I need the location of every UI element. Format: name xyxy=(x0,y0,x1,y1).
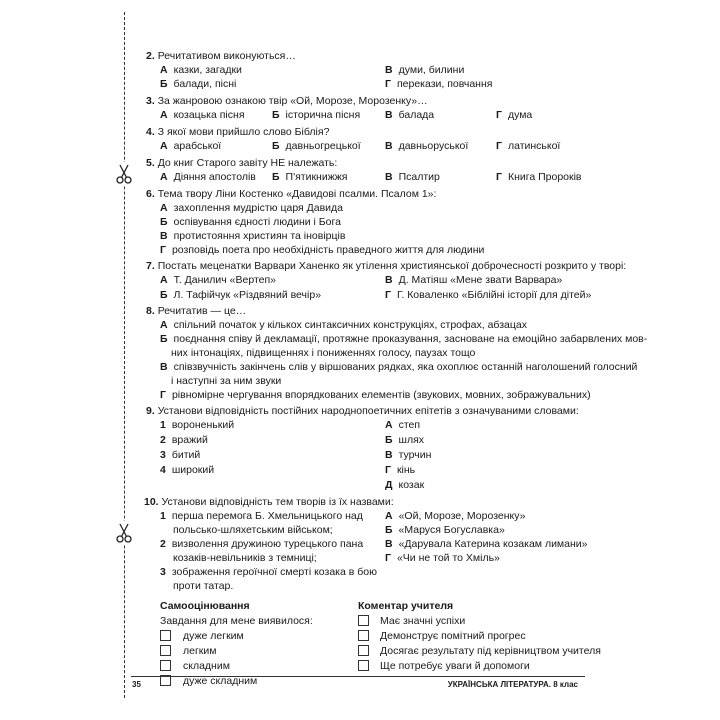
checkbox[interactable] xyxy=(160,660,171,671)
checkbox[interactable] xyxy=(358,645,369,656)
question-3-stem: 3. За жанровою ознакою твір «Ой, Морозе, Морозенку»… xyxy=(146,95,428,107)
option[interactable]: Б балади, пісні xyxy=(160,78,237,90)
match-left-continuation: козаків-невільників з темниці; xyxy=(173,552,317,564)
option[interactable]: Г рівномірне чергування впорядкованих елементів (звукових, мовних, зображувальних) xyxy=(160,389,591,401)
option[interactable]: В співзвучність закінчень слів у віршованих рядках, яка охоплює останній наголошений голосний xyxy=(160,361,638,373)
option[interactable]: В протистояння християн та іновірців xyxy=(160,230,346,242)
question-7-stem: 7. Постать меценатки Варвари Ханенко як утілення християнської доброчесності розкрито у творі: xyxy=(146,260,627,272)
option[interactable]: В балада xyxy=(385,109,435,121)
option[interactable]: Г розповідь поета про необхідність праведного життя для людини xyxy=(160,244,485,256)
question-6-stem: 6. Тема твору Ліни Костенко «Давидові псалми. Псалом 1»: xyxy=(146,188,437,200)
option[interactable]: Б оспівування єдності людини і Бога xyxy=(160,216,341,228)
checkbox[interactable] xyxy=(160,630,171,641)
match-left-item: 3 битий xyxy=(160,449,201,461)
option[interactable]: Б поєднання співу й декламації, протяжне проказування, засноване на емоційно забарвлених мов- xyxy=(160,333,648,345)
footer-title: УКРАЇНСЬКА ЛІТЕРАТУРА. 8 клас xyxy=(447,680,578,689)
option[interactable]: В Псалтир xyxy=(385,171,440,183)
match-right-item: Г «Чи не той то Хміль» xyxy=(385,552,500,564)
match-right-item: В «Дарувала Катерина козакам лимани» xyxy=(385,538,588,550)
match-right-item: Д козак xyxy=(385,479,425,491)
match-left-item: 2 визволення дружиною турецького пана xyxy=(160,538,364,550)
option[interactable]: Б П'ятикнижжя xyxy=(272,171,348,183)
option[interactable]: А арабської xyxy=(160,140,222,152)
cut-line xyxy=(124,12,125,698)
option[interactable]: В давньоруської xyxy=(385,140,469,152)
footer-rule xyxy=(131,676,585,677)
match-right-item: Б «Маруся Богуславка» xyxy=(385,524,505,536)
match-right-item: Б шлях xyxy=(385,434,425,446)
option-continuation: них інтонаціях, підвищеннях і пониженнях голосу, паузах тощо xyxy=(171,347,476,359)
option[interactable]: Г дума xyxy=(496,109,533,121)
self-option-label: легким xyxy=(183,645,217,657)
option[interactable]: Б історична пісня xyxy=(272,109,361,121)
match-left-item: 1 вороненький xyxy=(160,419,235,431)
self-option-label: дуже легким xyxy=(183,630,244,642)
self-option-label: складним xyxy=(183,660,230,672)
match-left-item: 2 вражий xyxy=(160,434,208,446)
checkbox[interactable] xyxy=(358,660,369,671)
question-4-stem: 4. З якої мови прийшло слово Біблія? xyxy=(146,126,330,138)
option[interactable]: А Діяння апостолів xyxy=(160,171,256,183)
teacher-comment-title: Коментар учителя xyxy=(358,600,454,612)
checkbox[interactable] xyxy=(160,645,171,656)
question-2-stem: 2. Речитативом виконуються… xyxy=(146,50,296,62)
question-9-stem: 9. Установи відповідність постійних народнопоетичних епітетів з означуваними словами: xyxy=(146,405,579,417)
scissors-icon xyxy=(112,162,136,186)
option[interactable]: А казки, загадки xyxy=(160,64,242,76)
option[interactable]: Г Г. Коваленко «Біблійні історії для дітей» xyxy=(385,289,592,301)
match-right-item: В турчин xyxy=(385,449,432,461)
match-left-item: 1 перша перемога Б. Хмельницького над xyxy=(160,510,363,522)
self-assessment-title: Самооцінювання xyxy=(160,600,250,612)
teacher-option-label: Ще потребує уваги й допомоги xyxy=(380,660,530,672)
option[interactable]: В Д. Матіяш «Мене звати Варвара» xyxy=(385,274,563,286)
option[interactable]: А Т. Данилич «Вертеп» xyxy=(160,274,277,286)
option-continuation: і наступні за ним звуки xyxy=(171,375,282,387)
option[interactable]: А захоплення мудрістю царя Давида xyxy=(160,202,343,214)
teacher-option-label: Досягає результату під керівництвом учителя xyxy=(380,645,601,657)
option[interactable]: Г латинської xyxy=(496,140,561,152)
question-5-stem: 5. До книг Старого завіту НЕ належать: xyxy=(146,157,338,169)
match-left-item: 3 зображення героїчної смерті козака в бою xyxy=(160,566,377,578)
question-10-stem: 10. Установи відповідність тем творів із їх назвами: xyxy=(144,496,394,508)
option[interactable]: В думи, билини xyxy=(385,64,465,76)
self-option-label: дуже складним xyxy=(183,675,258,687)
checkbox[interactable] xyxy=(358,615,369,626)
option[interactable]: А козацька пісня xyxy=(160,109,245,121)
checkbox[interactable] xyxy=(358,630,369,641)
question-8-stem: 8. Речитатив — це… xyxy=(146,305,247,317)
match-right-item: А «Ой, Морозе, Морозенку» xyxy=(385,510,526,522)
option[interactable]: Г перекази, повчання xyxy=(385,78,493,90)
option[interactable]: Б Л. Тафійчук «Різдвяний вечір» xyxy=(160,289,322,301)
option[interactable]: А спільний початок у кількох синтаксичних конструкціях, строфах, абзацах xyxy=(160,319,527,331)
match-right-item: А степ xyxy=(385,419,421,431)
scissors-icon xyxy=(112,521,136,545)
self-assessment-subtitle: Завдання для мене виявилося: xyxy=(160,615,313,627)
page-number: 35 xyxy=(132,680,141,689)
match-left-continuation: проти татар. xyxy=(173,580,234,592)
option[interactable]: Г Книга Пророків xyxy=(496,171,582,183)
match-right-item: Г кінь xyxy=(385,464,416,476)
match-left-continuation: польсько-шляхетським військом; xyxy=(173,524,333,536)
teacher-option-label: Має значні успіхи xyxy=(380,615,466,627)
match-left-item: 4 широкий xyxy=(160,464,215,476)
option[interactable]: Б давньогрецької xyxy=(272,140,361,152)
teacher-option-label: Демонструє помітний прогрес xyxy=(380,630,526,642)
